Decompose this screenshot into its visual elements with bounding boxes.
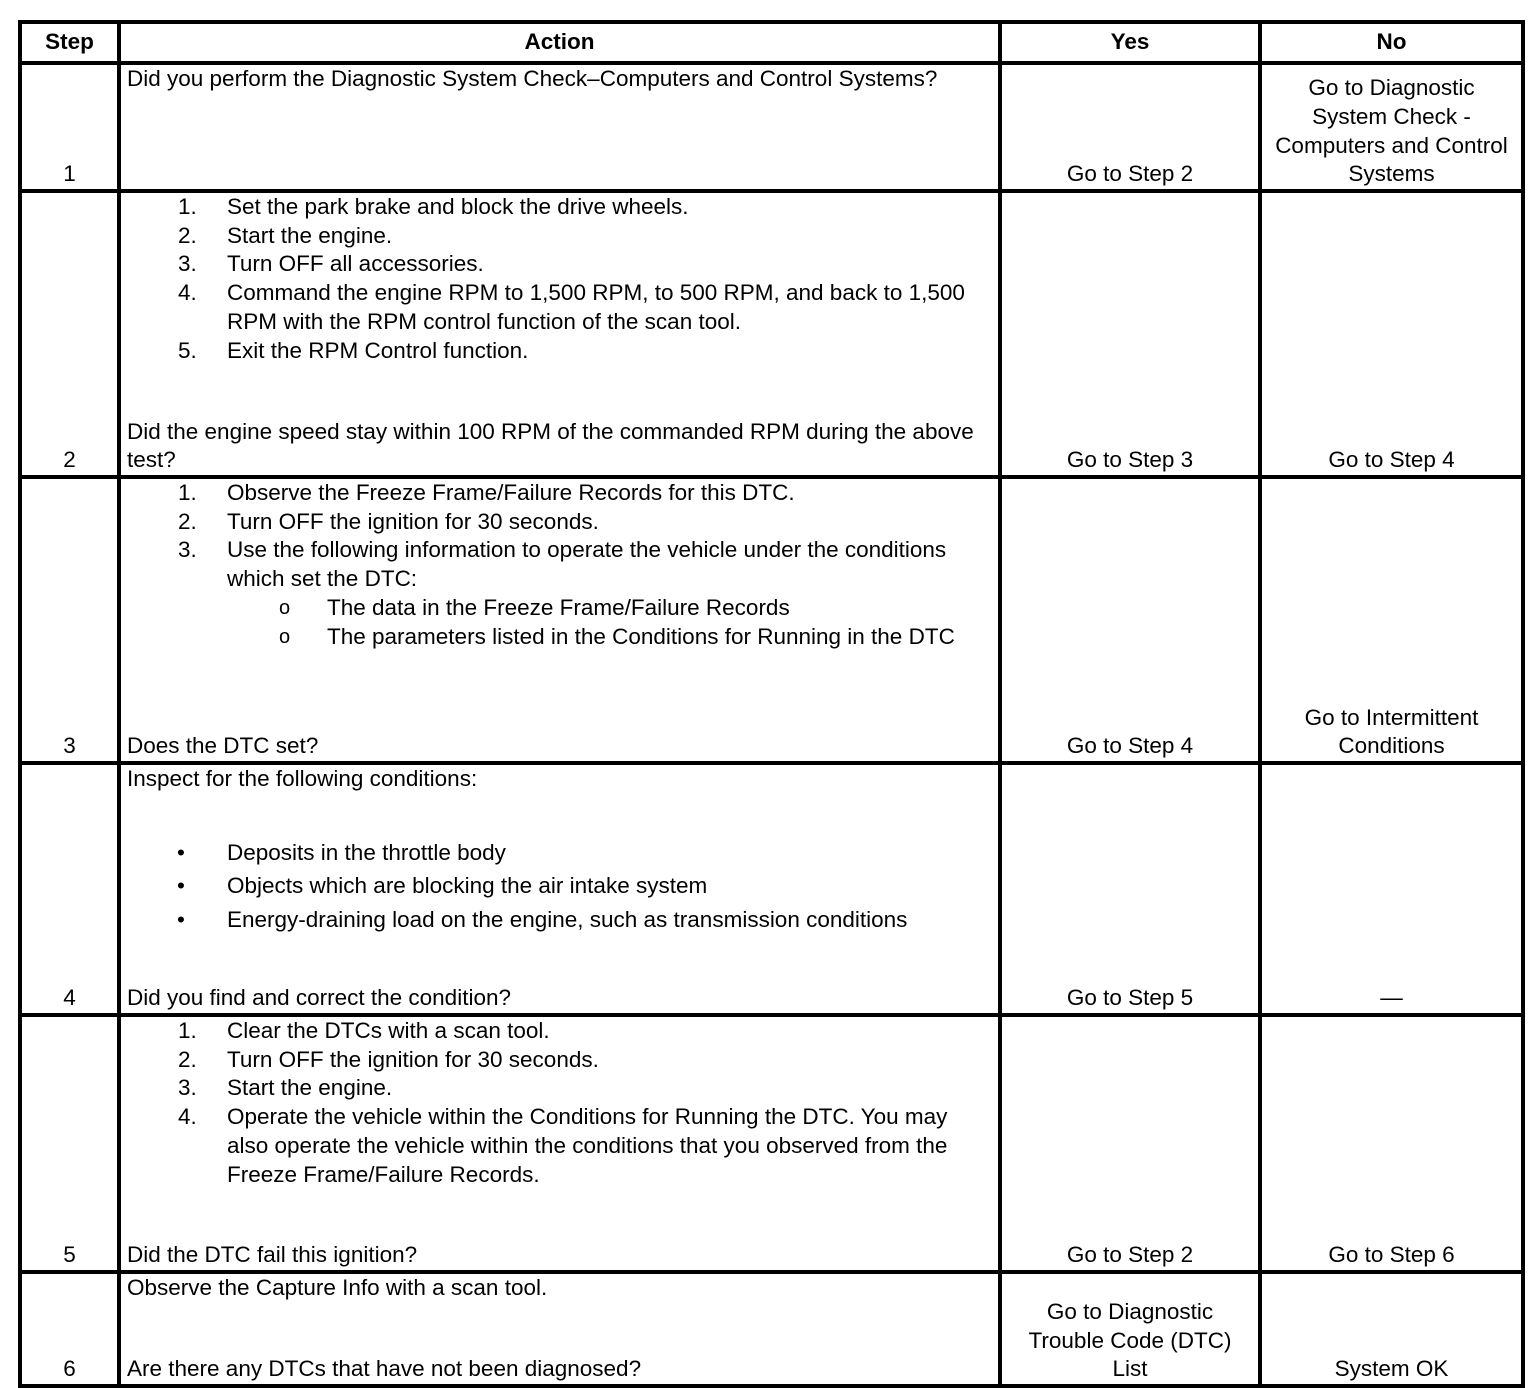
question-text: Did the DTC fail this ignition?	[127, 1242, 418, 1268]
no-cell: Go to Step 6	[1260, 1015, 1523, 1272]
list-item: 4. Operate the vehicle within the Conditions for Running the DTC. You may also operate the vehicle within the conditions that you observed from the Freeze Frame/Failure Records.	[178, 1104, 948, 1187]
action-text: Did you perform the Diagnostic System Check–Computers and Control Systems?	[127, 66, 938, 91]
list-item: 1. Observe the Freeze Frame/Failure Records for this DTC.	[178, 480, 795, 505]
yes-cell: Go to Step 5	[1000, 763, 1260, 1015]
action-cell	[119, 1015, 1000, 1272]
table-row	[20, 763, 1523, 1015]
yes-cell: Go to Step 4	[1000, 477, 1260, 763]
yes-cell: Go to Step 3	[1000, 191, 1260, 477]
yes-cell: Go to Diagnostic Trouble Code (DTC) List	[1000, 1272, 1260, 1386]
list-item: o The data in the Freeze Frame/Failure Records	[279, 594, 790, 620]
table-row	[20, 1015, 1523, 1272]
action-cell	[119, 477, 1000, 763]
sub-list	[127, 594, 992, 651]
table-row	[20, 63, 1523, 191]
action-text: Inspect for the following conditions:	[127, 766, 478, 791]
list-item: 3. Use the following information to operate the vehicle under the conditions which set the DTC: o The data in the Freeze Frame/Failure Records o The parameters listed in the Conditions for Running in the DTC	[127, 536, 992, 651]
list-item: 4. Command the engine RPM to 1,500 RPM, to 500 RPM, and back to 1,500 RPM with the RPM control function of the scan tool.	[178, 280, 965, 334]
step-number: 6	[20, 1272, 119, 1386]
list-item: 1. Clear the DTCs with a scan tool.	[178, 1018, 550, 1043]
diagnostic-table	[18, 20, 1525, 1388]
no-cell: Go to Diagnostic System Check - Computers and Control Systems	[1260, 63, 1523, 191]
step-number: 5	[20, 1015, 119, 1272]
action-steps	[127, 193, 992, 365]
step-number: 2	[20, 191, 119, 477]
step-number: 4	[20, 763, 119, 1015]
list-item: 3. Turn OFF all accessories.	[178, 251, 484, 277]
condition-list	[127, 839, 992, 939]
step-number: 1	[20, 63, 119, 191]
table-row	[20, 1272, 1523, 1386]
list-item: 3. Start the engine.	[178, 1075, 393, 1101]
step-number: 3	[20, 477, 119, 763]
no-cell: Go to Intermittent Conditions	[1260, 477, 1523, 763]
header-yes: Yes	[1000, 22, 1260, 63]
question-text: Did the engine speed stay within 100 RPM of the commanded RPM during the above test?	[127, 418, 974, 473]
list-item: • Objects which are blocking the air intake system	[177, 873, 708, 899]
action-cell	[119, 1272, 1000, 1386]
header-no: No	[1260, 22, 1523, 63]
question-text: Did you find and correct the condition?	[127, 985, 511, 1011]
list-item: 1. Set the park brake and block the drive wheels.	[178, 194, 689, 219]
yes-cell: Go to Step 2	[1000, 1015, 1260, 1272]
action-steps	[127, 1017, 992, 1189]
no-cell: —	[1260, 763, 1523, 1015]
list-item: • Energy-draining load on the engine, such as transmission conditions	[177, 906, 908, 932]
action-cell	[119, 763, 1000, 1015]
action-text: Observe the Capture Info with a scan tool.	[127, 1275, 548, 1300]
action-cell	[119, 191, 1000, 477]
table-row	[20, 191, 1523, 477]
list-item: 2. Turn OFF the ignition for 30 seconds.	[178, 508, 599, 534]
no-cell: System OK	[1260, 1272, 1523, 1386]
table-row	[20, 477, 1523, 763]
list-item: 2. Start the engine.	[178, 222, 393, 248]
list-item: • Deposits in the throttle body	[177, 840, 506, 866]
list-item: o The parameters listed in the Conditions for Running in the DTC	[279, 623, 955, 649]
header-action: Action	[119, 22, 1000, 63]
question-text: Does the DTC set?	[127, 733, 319, 759]
yes-cell: Go to Step 2	[1000, 63, 1260, 191]
header-step: Step	[20, 22, 119, 63]
header-row	[20, 22, 1523, 63]
list-item: 5. Exit the RPM Control function.	[178, 337, 529, 363]
action-steps	[127, 479, 992, 651]
list-item: 2. Turn OFF the ignition for 30 seconds.	[178, 1046, 599, 1072]
question-text: Are there any DTCs that have not been diagnosed?	[127, 1356, 642, 1382]
action-cell	[119, 63, 1000, 191]
no-cell: Go to Step 4	[1260, 191, 1523, 477]
